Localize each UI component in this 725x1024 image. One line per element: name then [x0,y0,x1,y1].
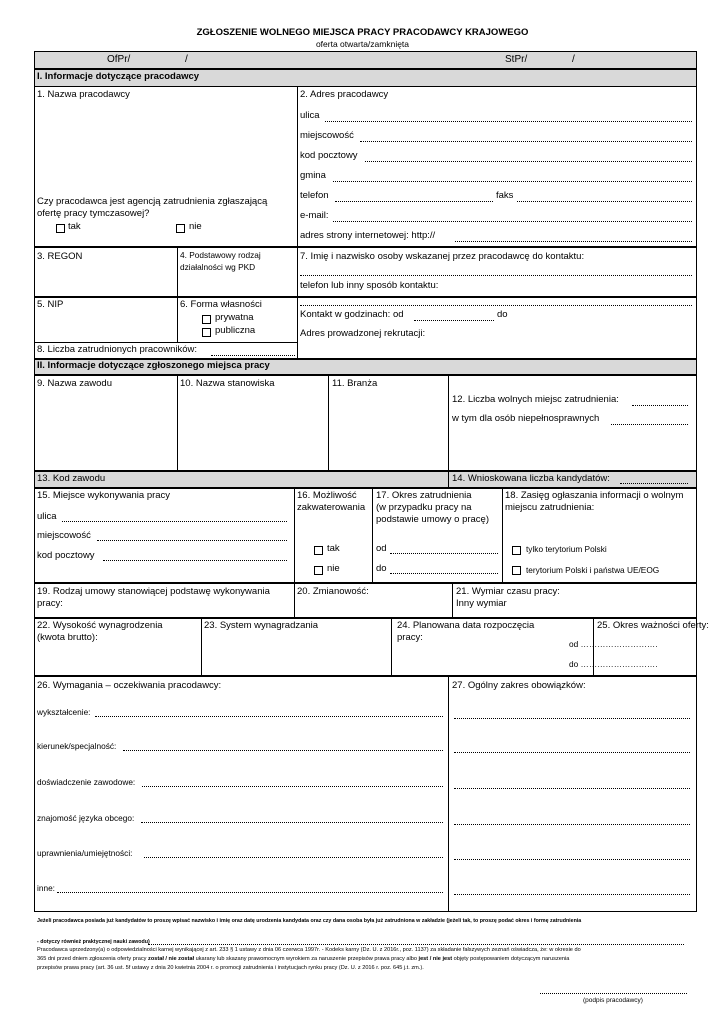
divider [328,375,329,471]
scope-poland-checkbox[interactable] [512,546,521,555]
req-field-label: kierunek/specjalność: [37,741,117,751]
divider [452,583,453,618]
f11-label: 11. Branża [332,378,378,389]
f12-field[interactable] [632,405,688,406]
f7-field[interactable] [300,275,692,276]
candidates-note-2: - dotyczy również praktycznej nauki zawodu) [37,939,150,945]
email-label: e-mail: [300,210,329,221]
form-subtitle: oferta otwarta/zamknięta [315,39,410,49]
f22-label-1: 22. Wysokość wynagrodzenia [37,620,163,631]
agency-yes-label: tak [68,221,81,232]
agency-no-label: nie [189,221,202,232]
employer-block [34,86,697,247]
f15-city-label: miejscowość [37,530,91,541]
agency-no-checkbox[interactable] [176,224,185,233]
ownership-public-label: publiczna [215,325,256,336]
f7-phone-field[interactable] [300,305,692,306]
f24-label-2: pracy: [397,632,423,643]
f15-street-field[interactable] [62,521,287,522]
duties-line[interactable] [454,752,690,753]
divider [294,488,295,583]
www-label: adres strony internetowej: http:// [300,230,436,241]
legal-line-2: 365 dni przed dniem zgłoszenia oferty pracy został / nie został ukarany lub skazany prawomocnym wyrokiem za naruszenie przepisów prawa pracy albo jest / nie jest objęty postępowaniem dotyczącym naruszenia [37,956,570,962]
req-language-label: znajomość języka obcego: [37,813,135,823]
accommodation-yes-label: tak [327,543,340,554]
contact-from-label: Kontakt w godzinach: od [300,309,404,320]
f19-label-2: pracy: [37,598,63,609]
city-field[interactable] [360,141,692,142]
signature-line[interactable] [540,993,687,994]
f20-label: 20. Zmianowość: [297,586,369,597]
phone-field[interactable] [335,201,493,202]
divider [448,676,449,912]
f19-label-1: 19. Rodzaj umowy stanowiącej podstawę wykonywania [37,586,270,597]
divider [448,375,449,471]
contact-from-field[interactable] [414,320,494,321]
f16-label-2: zakwaterowania [297,502,366,513]
f22-label-2: (kwota brutto): [37,632,98,643]
req-experience-field[interactable] [142,786,443,787]
divider [177,375,178,471]
legal-line-1: Pracodawca uprzedzony(a) o odpowiedzialności karnej wynikającej z art. 233 § 1 ustawy z dnia 06 czerwca 1997r. - Kodeks karny (Dz. U. z 2016r., poz. 1137) za składanie fałszywych zeznań oświadcza, że: w okresie do [37,947,581,953]
street-field[interactable] [325,121,692,122]
stpr-slash: / [572,54,575,65]
f10-label: 10. Nazwa stanowiska [180,378,275,389]
req-other-label: inne: [37,883,55,893]
f24-label-1: 24. Planowana data rozpoczęcia [397,620,535,631]
f17-label-1: 17. Okres zatrudnienia [376,490,472,501]
agency-question-1: Czy pracodawca jest agencją zatrudnienia zgłaszającą [37,196,268,207]
f15-label: 15. Miejsce wykonywania pracy [37,490,171,501]
f13-label: 13. Kod zawodu [37,473,106,484]
duties-line[interactable] [454,718,690,719]
signature-label: (podpis pracodawcy) [583,997,643,1004]
req-field-field[interactable] [123,750,443,751]
divider [372,488,373,583]
divider [34,342,297,343]
req-other-field[interactable] [57,892,443,893]
req-permissions-field[interactable] [144,857,443,858]
candidates-field[interactable] [148,944,684,945]
f16-label-1: 16. Możliwość [297,490,357,501]
f7-phone-label: telefon lub inny sposób kontaktu: [300,280,439,291]
f12-disabled-label: w tym dla osób niepełnosprawnych [452,413,600,424]
f4-label-1: 4. Podstawowy rodzaj [180,250,261,260]
recruit-address-label: Adres prowadzonej rekrutacji: [300,328,426,339]
scope-eu-label: terytorium Polski i państwa UE/EOG [526,565,660,575]
ofpr-slash: / [185,54,188,65]
f12-label: 12. Liczba wolnych miejsc zatrudnienia: [452,394,619,405]
agency-question-2: ofertę pracy tymczasowej? [37,208,150,219]
f6-label: 6. Forma własności [180,299,262,310]
divider [201,618,202,676]
divider [177,247,178,297]
requirements-row [34,676,697,912]
divider [391,618,392,676]
f5-label: 5. NIP [37,299,64,310]
f9-label: 9. Nazwa zawodu [37,378,112,389]
phone-label: telefon [300,190,329,201]
divider [294,583,295,618]
section2-title: II. Informacje dotyczące zgłoszonego miejsca pracy [37,360,270,371]
divider [502,488,503,583]
accommodation-no-label: nie [327,563,340,574]
f17-from-label: od [376,543,387,554]
www-field[interactable] [455,241,692,242]
divider [297,86,298,247]
req-language-field[interactable] [141,822,443,823]
req-permissions-label: uprawnienia/umiejętności: [37,848,133,858]
divider [448,471,449,488]
accommodation-no-checkbox[interactable] [314,566,323,575]
f23-label: 23. System wynagradzania [204,620,319,631]
scope-eu-checkbox[interactable] [512,566,521,575]
req-experience-label: doświadczenie zawodowe: [37,777,136,787]
f21-label: 21. Wymiar czasu pracy: [456,586,560,597]
f18-label-2: miejscu zatrudnienia: [505,502,595,513]
fax-field[interactable] [517,201,692,202]
duties-line[interactable] [454,894,690,895]
divider [297,297,298,359]
f8-label: 8. Liczba zatrudnionych pracowników: [37,344,198,355]
gmina-label: gmina [300,170,326,181]
f15-postal-field[interactable] [103,560,287,561]
ownership-private-label: prywatna [215,312,254,323]
f17-label-2: (w przypadku pracy na [376,502,472,513]
req-education-field[interactable] [95,716,443,717]
section1-title: I. Informacje dotyczące pracodawcy [37,71,200,82]
f2-label: 2. Adres pracodawcy [300,89,389,100]
city-label: miejscowość [300,130,354,141]
divider [177,297,178,342]
fax-label: faks [496,190,514,201]
f1-label: 1. Nazwa pracodawcy [37,89,130,100]
duties-line[interactable] [454,788,690,789]
f15-street-label: ulica [37,511,57,522]
form-title: ZGŁOSZENIE WOLNEGO MIEJSCA PRACY PRACODAWCY KRAJOWEGO [196,27,529,38]
f26-label: 26. Wymagania – oczekiwania pracodawcy: [37,680,222,691]
f12-disabled-field[interactable] [611,424,688,425]
candidates-note: Jeżeli pracodawca posiada już kandydatów to proszę wpisać nazwisko i imię oraz datę urodzenia kandydata oraz czy dana osoba była już zatrudniona w zakładzie (jeżeli tak, to proszę podać okres i formę zatrudnienia [37,918,582,924]
scope-poland-label: tylko terytorium Polski [526,544,607,554]
f17-label-3: podstawie umowy o pracę) [376,514,489,525]
stpr-label: StPr/ [505,54,528,65]
duties-line[interactable] [454,824,690,825]
f3-label: 3. REGON [37,251,83,262]
f21-other-label: Inny wymiar [456,598,507,609]
gmina-field[interactable] [333,181,692,182]
header-row [34,51,697,69]
f15-postal-label: kod pocztowy [37,550,95,561]
f4-label-2: działalności wg PKD [180,262,256,272]
f14-label: 14. Wnioskowana liczba kandydatów: [452,473,610,484]
accommodation-yes-checkbox[interactable] [314,546,323,555]
f25-to: do ………………………. [569,659,658,669]
postal-label: kod pocztowy [300,150,358,161]
ownership-public-checkbox[interactable] [202,328,211,337]
f27-label: 27. Ogólny zakres obowiązków: [452,680,586,691]
f25-from: od ………………………. [569,639,658,649]
duties-line[interactable] [454,859,690,860]
ofpr-label: OfPr/ [107,54,131,65]
postal-field[interactable] [365,161,692,162]
req-education-label: wykształcenie: [37,707,91,717]
agency-yes-checkbox[interactable] [56,224,65,233]
ownership-private-checkbox[interactable] [202,315,211,324]
divider [297,247,298,297]
f17-to-label: do [376,563,387,574]
f17-to-field[interactable] [390,573,498,574]
email-field[interactable] [333,221,692,222]
f15-city-field[interactable] [97,540,287,541]
f17-from-field[interactable] [390,553,498,554]
f25-label: 25. Okres ważności oferty: [597,620,709,631]
f7-label: 7. Imię i nazwisko osoby wskazanej przez pracodawcę do kontaktu: [300,251,585,262]
street-label: ulica [300,110,320,121]
f14-field[interactable] [620,483,688,484]
legal-line-3: przepisów prawa pracy (art. 36 ust. 5f ustawy z dnia 20 kwietnia 2004 r. o promocji zatrudnienia i instytucjach rynku pracy (Dz. U. z 2016 r. poz. 645 j.t. zm.). [37,965,424,971]
f8-field[interactable] [211,355,295,356]
f18-label-1: 18. Zasięg ogłaszania informacji o wolnym [505,490,684,501]
contact-to-label: do [497,309,508,320]
